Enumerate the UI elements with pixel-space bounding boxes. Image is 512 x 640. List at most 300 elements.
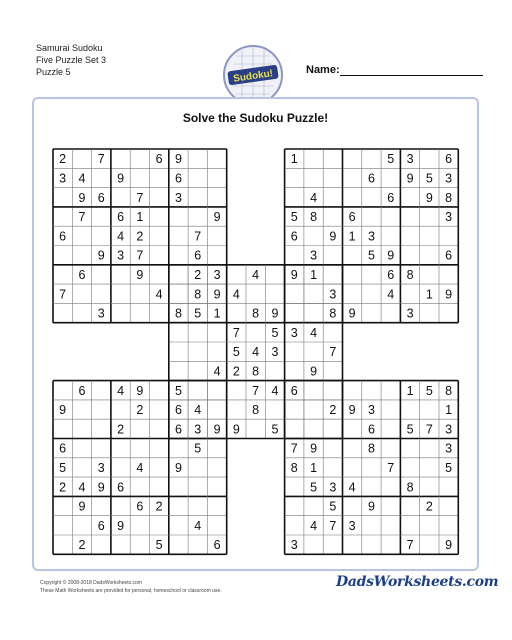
empty-cell[interactable]	[170, 247, 187, 264]
empty-cell[interactable]	[189, 459, 206, 476]
empty-cell[interactable]	[382, 169, 399, 186]
empty-cell[interactable]	[382, 420, 399, 437]
given-digit: 9	[348, 306, 356, 321]
empty-cell[interactable]	[286, 497, 303, 514]
empty-cell[interactable]	[228, 401, 245, 418]
empty-cell[interactable]	[344, 382, 361, 399]
empty-cell[interactable]	[421, 304, 438, 321]
empty-cell[interactable]	[286, 478, 303, 495]
empty-cell[interactable]	[112, 285, 129, 302]
given-digit: 9	[97, 248, 105, 263]
given-digit: 3	[406, 152, 414, 167]
empty-cell[interactable]	[286, 169, 303, 186]
empty-cell[interactable]	[382, 304, 399, 321]
empty-cell[interactable]	[93, 285, 110, 302]
given-digit: 4	[136, 460, 144, 475]
empty-cell[interactable]	[382, 382, 399, 399]
given-digit: 3	[329, 480, 337, 495]
empty-cell[interactable]	[189, 536, 206, 553]
empty-cell[interactable]	[54, 247, 71, 264]
given-digit: 6	[78, 267, 86, 282]
empty-cell[interactable]	[151, 517, 168, 534]
empty-cell[interactable]	[73, 440, 90, 457]
empty-cell[interactable]	[189, 382, 206, 399]
empty-cell[interactable]	[208, 189, 225, 206]
empty-cell[interactable]	[247, 324, 264, 341]
empty-cell[interactable]	[151, 189, 168, 206]
given-digit: 3	[406, 306, 414, 321]
empty-cell[interactable]	[151, 304, 168, 321]
empty-cell[interactable]	[73, 247, 90, 264]
empty-cell[interactable]	[93, 169, 110, 186]
given-digit: 3	[367, 403, 375, 418]
empty-cell[interactable]	[131, 285, 148, 302]
empty-cell[interactable]	[170, 266, 187, 283]
empty-cell[interactable]	[131, 150, 148, 167]
empty-cell[interactable]	[286, 362, 303, 379]
empty-cell[interactable]	[189, 150, 206, 167]
empty-cell[interactable]	[440, 517, 457, 534]
empty-cell[interactable]	[363, 150, 380, 167]
empty-cell[interactable]	[324, 150, 341, 167]
given-digit: 3	[367, 229, 375, 244]
empty-cell[interactable]	[286, 189, 303, 206]
empty-cell[interactable]	[131, 517, 148, 534]
empty-cell[interactable]	[421, 266, 438, 283]
given-digit: 7	[252, 383, 260, 398]
empty-cell[interactable]	[73, 227, 90, 244]
empty-cell[interactable]	[286, 247, 303, 264]
given-digit: 9	[406, 171, 414, 186]
given-digit: 7	[194, 229, 202, 244]
empty-cell[interactable]	[401, 227, 418, 244]
empty-cell[interactable]	[382, 517, 399, 534]
empty-cell[interactable]	[421, 247, 438, 264]
empty-cell[interactable]	[54, 304, 71, 321]
given-digit: 6	[97, 190, 105, 205]
given-digit: 6	[97, 518, 105, 533]
given-digit: 6	[59, 229, 67, 244]
empty-cell[interactable]	[131, 304, 148, 321]
given-digit: 5	[271, 325, 279, 340]
empty-cell[interactable]	[93, 401, 110, 418]
given-digit: 9	[78, 499, 86, 514]
empty-cell[interactable]	[363, 304, 380, 321]
given-digit: 3	[174, 190, 182, 205]
empty-cell[interactable]	[93, 420, 110, 437]
empty-cell[interactable]	[344, 247, 361, 264]
empty-cell[interactable]	[151, 227, 168, 244]
empty-cell[interactable]	[208, 150, 225, 167]
given-digit: 7	[425, 422, 433, 437]
empty-cell[interactable]	[344, 459, 361, 476]
empty-cell[interactable]	[401, 459, 418, 476]
empty-cell[interactable]	[93, 227, 110, 244]
empty-cell[interactable]	[170, 227, 187, 244]
empty-cell[interactable]	[344, 150, 361, 167]
empty-cell[interactable]	[401, 285, 418, 302]
given-digit: 5	[155, 538, 163, 553]
empty-cell[interactable]	[208, 497, 225, 514]
empty-cell[interactable]	[421, 517, 438, 534]
empty-cell[interactable]	[344, 497, 361, 514]
given-digit: 6	[213, 538, 221, 553]
empty-cell[interactable]	[440, 304, 457, 321]
given-digit: 6	[194, 248, 202, 263]
empty-cell[interactable]	[151, 382, 168, 399]
given-digit: 6	[155, 152, 163, 167]
empty-cell[interactable]	[151, 401, 168, 418]
given-digit: 2	[232, 364, 240, 379]
empty-cell[interactable]	[170, 497, 187, 514]
empty-cell[interactable]	[344, 169, 361, 186]
empty-cell[interactable]	[170, 208, 187, 225]
empty-cell[interactable]	[112, 497, 129, 514]
given-digit: 6	[174, 403, 182, 418]
empty-cell[interactable]	[421, 440, 438, 457]
given-digit: 3	[117, 248, 125, 263]
given-digit: 8	[406, 267, 414, 282]
empty-cell[interactable]	[324, 324, 341, 341]
given-digit: 8	[174, 306, 182, 321]
empty-cell[interactable]	[112, 266, 129, 283]
empty-cell[interactable]	[266, 401, 283, 418]
empty-cell[interactable]	[151, 478, 168, 495]
given-digit: 8	[252, 403, 260, 418]
given-digit: 7	[136, 190, 144, 205]
empty-cell[interactable]	[93, 382, 110, 399]
given-digit: 9	[445, 538, 453, 553]
given-digit: 2	[78, 538, 86, 553]
empty-cell[interactable]	[401, 497, 418, 514]
given-digit: 9	[290, 267, 298, 282]
empty-cell[interactable]	[421, 401, 438, 418]
empty-cell[interactable]	[286, 285, 303, 302]
empty-cell[interactable]	[208, 247, 225, 264]
empty-cell[interactable]	[112, 536, 129, 553]
empty-cell[interactable]	[54, 189, 71, 206]
empty-cell[interactable]	[151, 440, 168, 457]
empty-cell[interactable]	[305, 304, 322, 321]
empty-cell[interactable]	[208, 382, 225, 399]
given-digit: 5	[290, 210, 298, 225]
empty-cell[interactable]	[73, 459, 90, 476]
empty-cell[interactable]	[189, 362, 206, 379]
given-digit: 6	[445, 152, 453, 167]
given-digit: 9	[213, 422, 221, 437]
empty-cell[interactable]	[401, 401, 418, 418]
empty-cell[interactable]	[112, 304, 129, 321]
given-digit: 8	[329, 306, 337, 321]
empty-cell[interactable]	[73, 517, 90, 534]
empty-cell[interactable]	[324, 536, 341, 553]
empty-cell[interactable]	[324, 247, 341, 264]
empty-cell[interactable]	[189, 497, 206, 514]
empty-cell[interactable]	[247, 420, 264, 437]
empty-cell[interactable]	[382, 536, 399, 553]
given-digit: 7	[136, 248, 144, 263]
empty-cell[interactable]	[324, 169, 341, 186]
badge-text: Sudoku!	[232, 68, 274, 85]
puzzle-title: Solve the Sudoku Puzzle!	[182, 111, 329, 125]
given-digit: 3	[445, 210, 453, 225]
empty-cell[interactable]	[73, 304, 90, 321]
empty-cell[interactable]	[286, 420, 303, 437]
empty-cell[interactable]	[344, 266, 361, 283]
empty-cell[interactable]	[151, 169, 168, 186]
empty-cell[interactable]	[93, 266, 110, 283]
empty-cell[interactable]	[112, 150, 129, 167]
empty-cell[interactable]	[305, 536, 322, 553]
empty-cell[interactable]	[93, 497, 110, 514]
given-digit: 1	[213, 306, 221, 321]
empty-cell[interactable]	[73, 285, 90, 302]
empty-cell[interactable]	[305, 285, 322, 302]
empty-cell[interactable]	[54, 536, 71, 553]
empty-cell[interactable]	[208, 227, 225, 244]
empty-cell[interactable]	[363, 285, 380, 302]
given-digit: 6	[387, 267, 395, 282]
given-digit: 1	[290, 152, 298, 167]
empty-cell[interactable]	[73, 420, 90, 437]
empty-cell[interactable]	[286, 517, 303, 534]
empty-cell[interactable]	[247, 285, 264, 302]
given-digit: 4	[252, 345, 260, 360]
empty-cell[interactable]	[170, 324, 187, 341]
given-digit: 4	[194, 518, 202, 533]
empty-cell[interactable]	[93, 536, 110, 553]
given-digit: 4	[310, 190, 318, 205]
empty-cell[interactable]	[401, 208, 418, 225]
empty-cell[interactable]	[363, 208, 380, 225]
name-label: Name:	[306, 64, 340, 76]
empty-cell[interactable]	[189, 478, 206, 495]
empty-cell[interactable]	[228, 304, 245, 321]
empty-cell[interactable]	[170, 285, 187, 302]
empty-cell[interactable]	[324, 266, 341, 283]
empty-cell[interactable]	[208, 440, 225, 457]
empty-cell[interactable]	[401, 189, 418, 206]
empty-cell[interactable]	[324, 382, 341, 399]
given-digit: 2	[59, 480, 67, 495]
empty-cell[interactable]	[151, 208, 168, 225]
given-digit: 3	[310, 248, 318, 263]
empty-cell[interactable]	[208, 169, 225, 186]
empty-cell[interactable]	[131, 440, 148, 457]
empty-cell[interactable]	[286, 401, 303, 418]
given-digit: 5	[425, 383, 433, 398]
empty-cell[interactable]	[344, 440, 361, 457]
empty-cell[interactable]	[305, 227, 322, 244]
empty-cell[interactable]	[324, 459, 341, 476]
given-digit: 4	[117, 383, 125, 398]
empty-cell[interactable]	[208, 478, 225, 495]
empty-cell[interactable]	[305, 382, 322, 399]
empty-cell[interactable]	[363, 266, 380, 283]
given-digit: 3	[213, 267, 221, 282]
empty-cell[interactable]	[324, 208, 341, 225]
empty-cell[interactable]	[363, 382, 380, 399]
given-digit: 2	[136, 403, 144, 418]
empty-cell[interactable]	[266, 266, 283, 283]
given-digit: 5	[232, 345, 240, 360]
empty-cell[interactable]	[286, 304, 303, 321]
empty-cell[interactable]	[54, 497, 71, 514]
empty-cell[interactable]	[305, 401, 322, 418]
given-digit: 3	[59, 171, 67, 186]
empty-cell[interactable]	[382, 497, 399, 514]
empty-cell[interactable]	[170, 440, 187, 457]
given-digit: 7	[78, 210, 86, 225]
given-digit: 1	[445, 403, 453, 418]
empty-cell[interactable]	[112, 459, 129, 476]
empty-cell[interactable]	[401, 517, 418, 534]
empty-cell[interactable]	[344, 285, 361, 302]
given-digit: 9	[136, 383, 144, 398]
empty-cell[interactable]	[286, 343, 303, 360]
usage-note: These Math Worksheets are provided for personal, homeschool or classroom use.	[40, 588, 222, 594]
given-digit: 8	[445, 190, 453, 205]
empty-cell[interactable]	[363, 517, 380, 534]
given-digit: 4	[213, 364, 221, 379]
empty-cell[interactable]	[151, 266, 168, 283]
given-digit: 7	[97, 152, 105, 167]
given-digit: 7	[387, 460, 395, 475]
empty-cell[interactable]	[266, 362, 283, 379]
given-digit: 9	[425, 190, 433, 205]
given-digit: 6	[445, 248, 453, 263]
empty-cell[interactable]	[382, 440, 399, 457]
empty-cell[interactable]	[170, 362, 187, 379]
empty-cell[interactable]	[189, 208, 206, 225]
empty-cell[interactable]	[363, 536, 380, 553]
empty-cell[interactable]	[266, 285, 283, 302]
given-digit: 8	[290, 460, 298, 475]
given-digit: 9	[232, 422, 240, 437]
empty-cell[interactable]	[305, 343, 322, 360]
empty-cell[interactable]	[382, 401, 399, 418]
given-digit: 1	[348, 229, 356, 244]
empty-cell[interactable]	[54, 382, 71, 399]
given-digit: 2	[136, 229, 144, 244]
empty-cell[interactable]	[382, 227, 399, 244]
empty-cell[interactable]	[344, 420, 361, 437]
empty-cell[interactable]	[112, 440, 129, 457]
given-digit: 5	[271, 422, 279, 437]
given-digit: 3	[97, 306, 105, 321]
empty-cell[interactable]	[440, 497, 457, 514]
empty-cell[interactable]	[305, 497, 322, 514]
empty-cell[interactable]	[401, 440, 418, 457]
given-digit: 9	[213, 287, 221, 302]
empty-cell[interactable]	[208, 517, 225, 534]
given-digit: 9	[445, 287, 453, 302]
empty-cell[interactable]	[131, 536, 148, 553]
empty-cell[interactable]	[189, 169, 206, 186]
empty-cell[interactable]	[54, 420, 71, 437]
empty-cell[interactable]	[170, 517, 187, 534]
given-digit: 5	[425, 171, 433, 186]
empty-cell[interactable]	[54, 208, 71, 225]
empty-cell[interactable]	[382, 478, 399, 495]
empty-cell[interactable]	[131, 169, 148, 186]
empty-cell[interactable]	[440, 478, 457, 495]
empty-cell[interactable]	[131, 420, 148, 437]
empty-cell[interactable]	[151, 459, 168, 476]
empty-cell[interactable]	[382, 208, 399, 225]
empty-cell[interactable]	[324, 362, 341, 379]
empty-cell[interactable]	[189, 343, 206, 360]
empty-cell[interactable]	[363, 459, 380, 476]
empty-cell[interactable]	[363, 189, 380, 206]
empty-cell[interactable]	[421, 478, 438, 495]
given-digit: 8	[445, 383, 453, 398]
empty-cell[interactable]	[421, 227, 438, 244]
empty-cell[interactable]	[440, 227, 457, 244]
empty-cell[interactable]	[93, 440, 110, 457]
given-digit: 2	[329, 403, 337, 418]
empty-cell[interactable]	[305, 420, 322, 437]
empty-cell[interactable]	[170, 478, 187, 495]
empty-cell[interactable]	[189, 189, 206, 206]
empty-cell[interactable]	[131, 478, 148, 495]
empty-cell[interactable]	[401, 247, 418, 264]
empty-cell[interactable]	[421, 459, 438, 476]
empty-cell[interactable]	[305, 169, 322, 186]
empty-cell[interactable]	[324, 189, 341, 206]
empty-cell[interactable]	[151, 247, 168, 264]
given-digit: 7	[59, 287, 67, 302]
empty-cell[interactable]	[305, 150, 322, 167]
empty-cell[interactable]	[170, 343, 187, 360]
empty-cell[interactable]	[54, 266, 71, 283]
given-digit: 4	[155, 287, 163, 302]
given-digit: 9	[117, 171, 125, 186]
empty-cell[interactable]	[93, 208, 110, 225]
empty-cell[interactable]	[228, 382, 245, 399]
given-digit: 9	[310, 364, 318, 379]
given-digit: 7	[329, 518, 337, 533]
given-digit: 3	[445, 441, 453, 456]
empty-cell[interactable]	[421, 150, 438, 167]
empty-cell[interactable]	[73, 150, 90, 167]
empty-cell[interactable]	[344, 536, 361, 553]
given-digit: 5	[329, 499, 337, 514]
given-digit: 9	[213, 210, 221, 225]
empty-cell[interactable]	[344, 189, 361, 206]
empty-cell[interactable]	[324, 420, 341, 437]
empty-cell[interactable]	[73, 401, 90, 418]
empty-cell[interactable]	[324, 440, 341, 457]
empty-cell[interactable]	[54, 517, 71, 534]
empty-cell[interactable]	[208, 343, 225, 360]
empty-cell[interactable]	[363, 478, 380, 495]
empty-cell[interactable]	[170, 536, 187, 553]
empty-cell[interactable]	[208, 401, 225, 418]
empty-cell[interactable]	[112, 401, 129, 418]
empty-cell[interactable]	[151, 420, 168, 437]
empty-cell[interactable]	[189, 324, 206, 341]
empty-cell[interactable]	[228, 266, 245, 283]
empty-cell[interactable]	[208, 324, 225, 341]
empty-cell[interactable]	[112, 189, 129, 206]
empty-cell[interactable]	[421, 536, 438, 553]
empty-cell[interactable]	[208, 459, 225, 476]
given-digit: 3	[445, 422, 453, 437]
empty-cell[interactable]	[421, 208, 438, 225]
empty-cell[interactable]	[440, 266, 457, 283]
given-digit: 4	[387, 287, 395, 302]
